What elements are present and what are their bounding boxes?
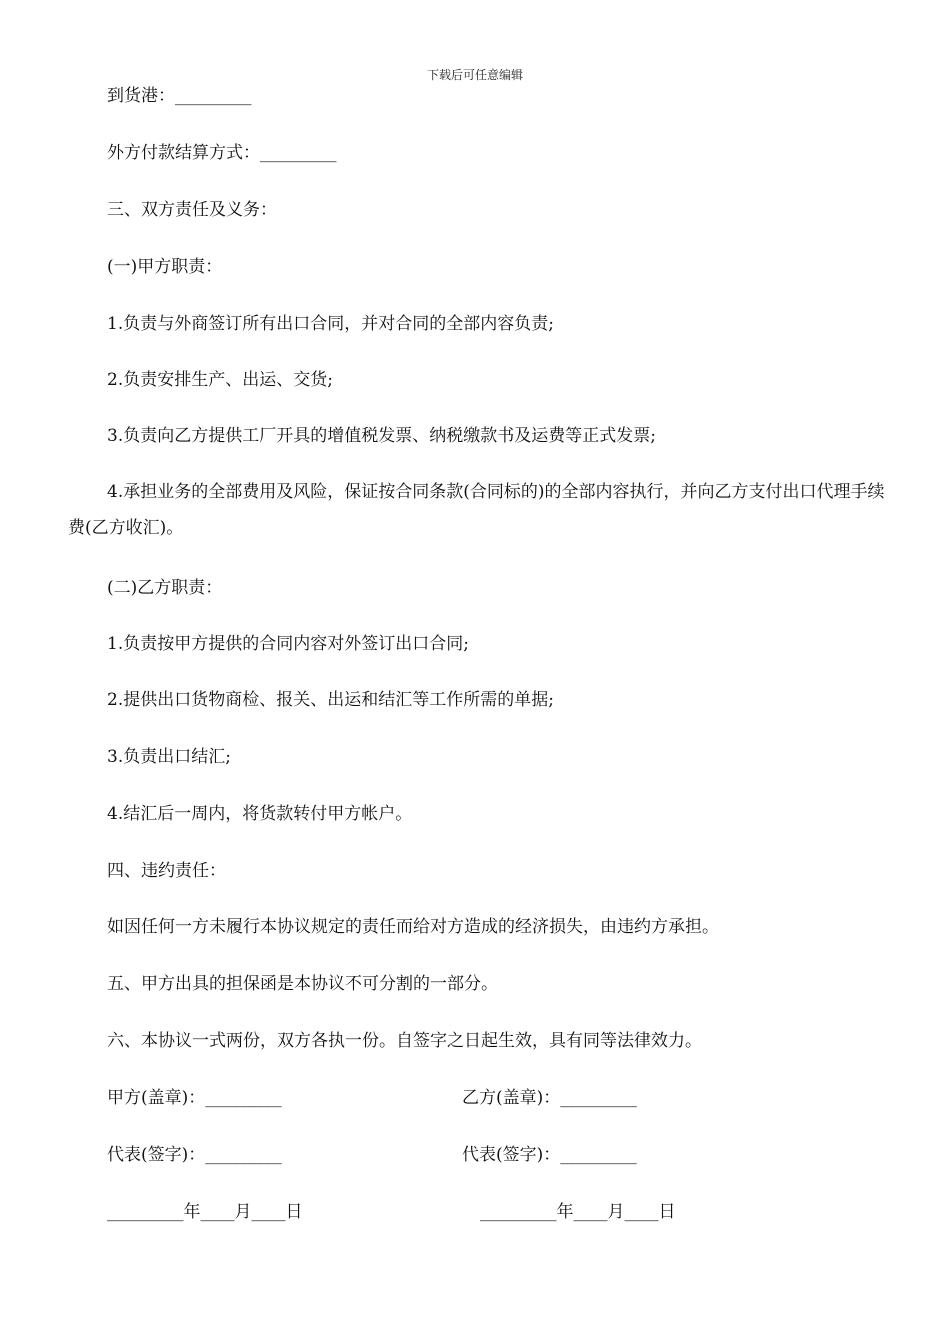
party-a-date-line: _________年____月____日 <box>107 1202 303 1222</box>
page-header-watermark: 下载后可任意编辑 <box>426 68 523 82</box>
section-5: 五、甲方出具的担保函是本协议不可分割的一部分。 <box>107 974 498 994</box>
party-a-duty-3: 3.负责向乙方提供工厂开具的增值税发票、纳税缴款书及运费等正式发票; <box>107 426 656 446</box>
party-a-representative-line: 代表(签字)：_________ <box>107 1145 282 1165</box>
section-4-title: 四、违约责任： <box>107 861 226 881</box>
party-a-duties-title: (一)甲方职责： <box>107 257 223 277</box>
party-b-duty-2: 2.提供出口货物商检、报关、出运和结汇等工作所需的单据; <box>107 690 554 710</box>
party-b-duty-1: 1.负责按甲方提供的合同内容对外签订出口合同; <box>107 634 469 654</box>
party-b-seal-line: 乙方(盖章)：_________ <box>462 1088 637 1108</box>
section-3-title: 三、双方责任及义务： <box>107 200 277 220</box>
party-a-duty-4-text: 4.承担业务的全部费用及风险，保证按合同条款(合同标的)的全部内容执行，并向乙方支付出口代理手续费(乙方收汇)。 <box>68 482 885 538</box>
party-b-duties-title: (二)乙方职责： <box>107 578 223 598</box>
section-4-body: 如因任何一方未履行本协议规定的责任而给对方造成的经济损失，由违约方承担。 <box>107 917 719 937</box>
payment-method-line: 外方付款结算方式：_________ <box>107 143 337 163</box>
party-a-duty-1: 1.负责与外商签订所有出口合同，并对合同的全部内容负责; <box>107 314 554 334</box>
party-b-duty-3: 3.负责出口结汇; <box>107 747 231 767</box>
party-b-representative-line: 代表(签字)：_________ <box>462 1145 637 1165</box>
party-b-duty-4: 4.结汇后一周内，将货款转付甲方帐户。 <box>107 804 413 824</box>
party-b-date-line: _________年____月____日 <box>480 1202 676 1222</box>
party-a-seal-line: 甲方(盖章)：_________ <box>107 1088 282 1108</box>
party-a-duty-4 <box>68 474 888 546</box>
section-6: 六、本协议一式两份，双方各执一份。自签字之日起生效，具有同等法律效力。 <box>107 1031 702 1051</box>
party-a-duty-2: 2.负责安排生产、出运、交货; <box>107 370 333 390</box>
arrival-port-line: 到货港：_________ <box>107 86 252 106</box>
